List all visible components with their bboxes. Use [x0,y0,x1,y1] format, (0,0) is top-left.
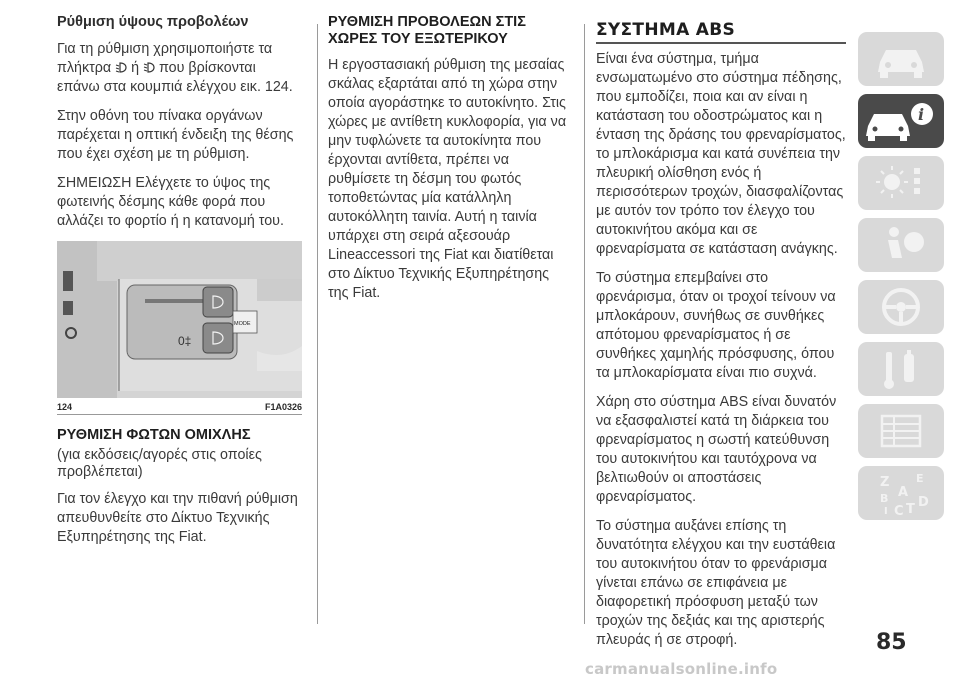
index-letter: E [916,472,924,485]
index-letter: B [880,492,889,505]
car-front-icon [858,32,944,86]
service-tools-icon [858,342,944,396]
sidebar-item-emergency[interactable] [858,342,944,396]
index-letter: Z [880,475,890,490]
fog-lights-title: ΡΥΘΜΙΣΗ ΦΩΤΩΝ ΟΜΙΧΛΗΣ [57,427,251,443]
column-abs [596,14,848,660]
data-table-icon [858,404,944,458]
para-text: Για τη ρύθμιση χρησιμοποιήστε τα πλήκτρα [57,41,273,76]
abs-paragraph-4: Το σύστημα αυξάνει επίσης τη δυνατότητα ελέγχου και την ευστάθεια του αυτοκινήτου όταν το φρενάρισμα γίνεται επάνω σε επιφάνεια με διαφορετική πρόσφυση μεταξύ των τροχών της δεξιάς και της αριστερής πλευράς ή σε στροφή. [596,518,836,648]
headlight-down-button-icon [115,61,127,74]
abs-paragraph-3: Χάρη στο σύστημα ABS είναι δυνατόν να εξασφαλιστεί κατά τη διάρκεια του φρεναρίσματος η σωστή κατεύθυνση του αυτοκινήτου και ταυτόχρονα να βελτιωθούν οι αποστάσεις φρεναρίσματος. [596,394,837,505]
index-letter: D [918,495,929,510]
para-text: που βρίσκονται επάνω στα κουμπιά ελέγχου εικ. 124. [57,60,293,95]
note-paragraph: ΣΗΜΕΙΩΣΗ Ελέγχετε το ύψος της φωτεινής δέσμης κάθε φορά που αλλάζει το φορτίο ή η κατανομή του. [57,175,284,229]
car-info-icon [858,94,944,148]
warning-lights-icon [858,156,944,210]
airbag-icon [858,218,944,272]
sidebar-item-knowing-the-car[interactable] [858,94,944,148]
para-text: ή [127,60,144,76]
svg-text:i: i [918,105,925,124]
figure-number: 124 [57,402,73,412]
headlights-abroad-paragraph: Η εργοστασιακή ρύθμιση της μεσαίας σκάλας εξαρτάται από τη χώρα στην οποία αγοράστηκε το αυτοκίνητο. Στις χώρες με αντίθετη κυκλοφορία, για να μην τυφλώνετε τα αυτοκίνητα που έρχονται αντίθετα, πρέπει να ρυθμίσετε τη δέσμη του φωτός τοποθετώντας μία κατάλληλη αυτοκόλλητη ταινία. Αυτή η ταινία υπάρχει στη σειρά αξεσουάρ Lineaccessori της Fiat και διατίθεται στο Δίκτυο Τεχνικής Εξυπηρέτησης της Fiat. [328,57,567,301]
column-headlights-abroad [328,14,568,313]
column-divider-right [584,24,585,624]
abs-title: ΣΥΣΤΗΜΑ ABS [596,20,736,40]
figure-rule [57,414,302,415]
headlight-buttons-paragraph [57,40,302,97]
headlight-up-button-icon [143,61,155,74]
index-letter: C [894,504,904,519]
svg-text:0‡: 0‡ [178,334,192,348]
fog-lights-paragraph: Για τον έλεγχο και την πιθανή ρύθμιση απευθυνθείτε στο Δίκτυο Τεχνικής Εξυπηρέτησης της Fiat. [57,491,298,545]
sidebar-item-safety[interactable] [858,218,944,272]
abs-paragraph-2: Το σύστημα επεμβαίνει στο φρενάρισμα, όταν οι τροχοί τείνουν να μπλοκάρουν, συνήθως σε συνθήκες απότομου φρεναρίσματος ή σε συνθήκες χαμηλής πρόσφυσης, όπου τα μπλοκαρίσματα είναι πιο συχνά. [596,270,836,381]
column-headlight-adjustment [57,14,302,557]
sidebar-item-warning-lights[interactable] [858,156,944,210]
fog-lights-note: (για εκδόσεις/αγορές στις οποίες προβλέπεται) [57,447,262,480]
index-letter: T [906,502,915,517]
watermark: carmanualsonline.info [585,660,778,678]
sidebar-item-vehicle[interactable] [858,32,944,86]
figure-code: F1A0326 [264,402,302,412]
mode-label: MODE [234,321,251,327]
sidebar-item-starting-and-driving[interactable] [858,280,944,334]
figure-124 [57,241,302,419]
alphabetical-index-icon [858,466,944,520]
sidebar-item-maintenance[interactable] [858,404,944,458]
abs-title-rule [596,42,846,44]
control-panel-photo [57,241,302,398]
page-number: 85 [876,630,907,655]
index-letter: I [884,506,888,517]
steering-wheel-icon [858,280,944,334]
headlight-height-subtitle: Ρύθμιση ύψους προβολέων [57,14,249,30]
column-divider-left [317,24,318,624]
dashboard-display-paragraph: Στην οθόνη του πίνακα οργάνων παρέχεται η οπτική ένδειξη της θέσης που έχει σχέση με τη ρύθμιση. [57,108,294,162]
index-letter: A [898,485,909,500]
abs-paragraph-1: Είναι ένα σύστημα, τμήμα ενσωματωμένο στο σύστημα πέδησης, που εμποδίζει, ποια και αν είναι η κατάσταση του οδοστρώματος και η ένταση της δράσης του φρεναρίσματος, το μπλοκάρισμα και κατά συνέπεια την πλευρική ολίσθηση ενός ή περισσότερων τροχών, διασφαλίζοντας με αυτόν τον τρόπο τον έλεγχο του αυτοκινήτου ακόμα και σε φρεναρίσματα σε κατάσταση ανάγκης. [596,51,846,257]
sidebar-item-index[interactable] [858,466,944,520]
headlights-abroad-title: ΡΥΘΜΙΣΗ ΠΡΟΒΟΛΕΩΝ ΣΤΙΣ ΧΩΡΕΣ ΤΟΥ ΕΞΩΤΕΡΙΚΟΥ [328,14,526,47]
